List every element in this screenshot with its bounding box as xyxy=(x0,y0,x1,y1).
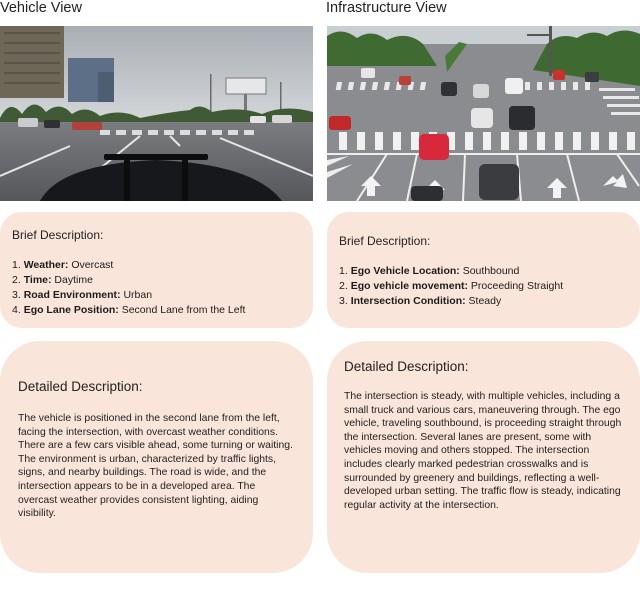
brief-item: 3. Intersection Condition: Steady xyxy=(339,295,502,307)
brief-item: 1. Weather: Overcast xyxy=(12,259,114,271)
infrastructure-brief-heading: Brief Description: xyxy=(339,234,431,248)
vehicle-brief-list xyxy=(12,258,313,318)
vehicle-detailed-card xyxy=(0,341,313,573)
vehicle-detailed-text: The vehicle is positioned in the second lane from the left, facing the intersection, with overcast weather conditions. There are a few cars visible ahead, some turning or waiting. The environment is urban, characterized by traffic lights, signs, and nearby buildings. The road is wide, and the intersection appears to be in a developed area. The overcast weather provides consistent lighting, aiding visibility. xyxy=(18,413,293,520)
infrastructure-detailed-heading: Detailed Description: xyxy=(344,359,469,374)
infrastructure-view-image xyxy=(327,26,640,201)
vehicle-brief-card xyxy=(0,212,313,328)
brief-item: 2. Ego vehicle movement: Proceeding Straight xyxy=(339,280,564,292)
brief-item: 2. Time: Daytime xyxy=(12,274,93,286)
infrastructure-brief-card xyxy=(327,212,640,328)
infrastructure-detailed-text: The intersection is steady, with multiple vehicles, including a small truck and various cars, maneuvering through. The ego vehicle, traveling southbound, is proceeding straight through the intersection. Several lanes are present, some with vehicles moving and others stopped. The intersection includes clearly marked pedestrian crosswalks and is surrounded by greenery and buildings, reflecting a well-developed urban setting. The traffic flow is steady, indicating regular activity at the intersection. xyxy=(344,391,622,511)
vehicle-detailed-heading: Detailed Description: xyxy=(18,379,143,394)
infrastructure-brief-list xyxy=(339,264,640,309)
infrastructure-detailed-card xyxy=(327,341,640,573)
brief-item: 3. Road Environment: Urban xyxy=(12,289,153,301)
vehicle-brief-heading: Brief Description: xyxy=(12,228,104,242)
brief-item: 4. Ego Lane Position: Second Lane from the Left xyxy=(12,304,246,316)
brief-item: 1. Ego Vehicle Location: Southbound xyxy=(339,265,520,277)
vehicle-view-title: Vehicle View xyxy=(0,0,82,16)
infrastructure-view-title: Infrastructure View xyxy=(326,0,447,16)
vehicle-view-image xyxy=(0,26,313,201)
